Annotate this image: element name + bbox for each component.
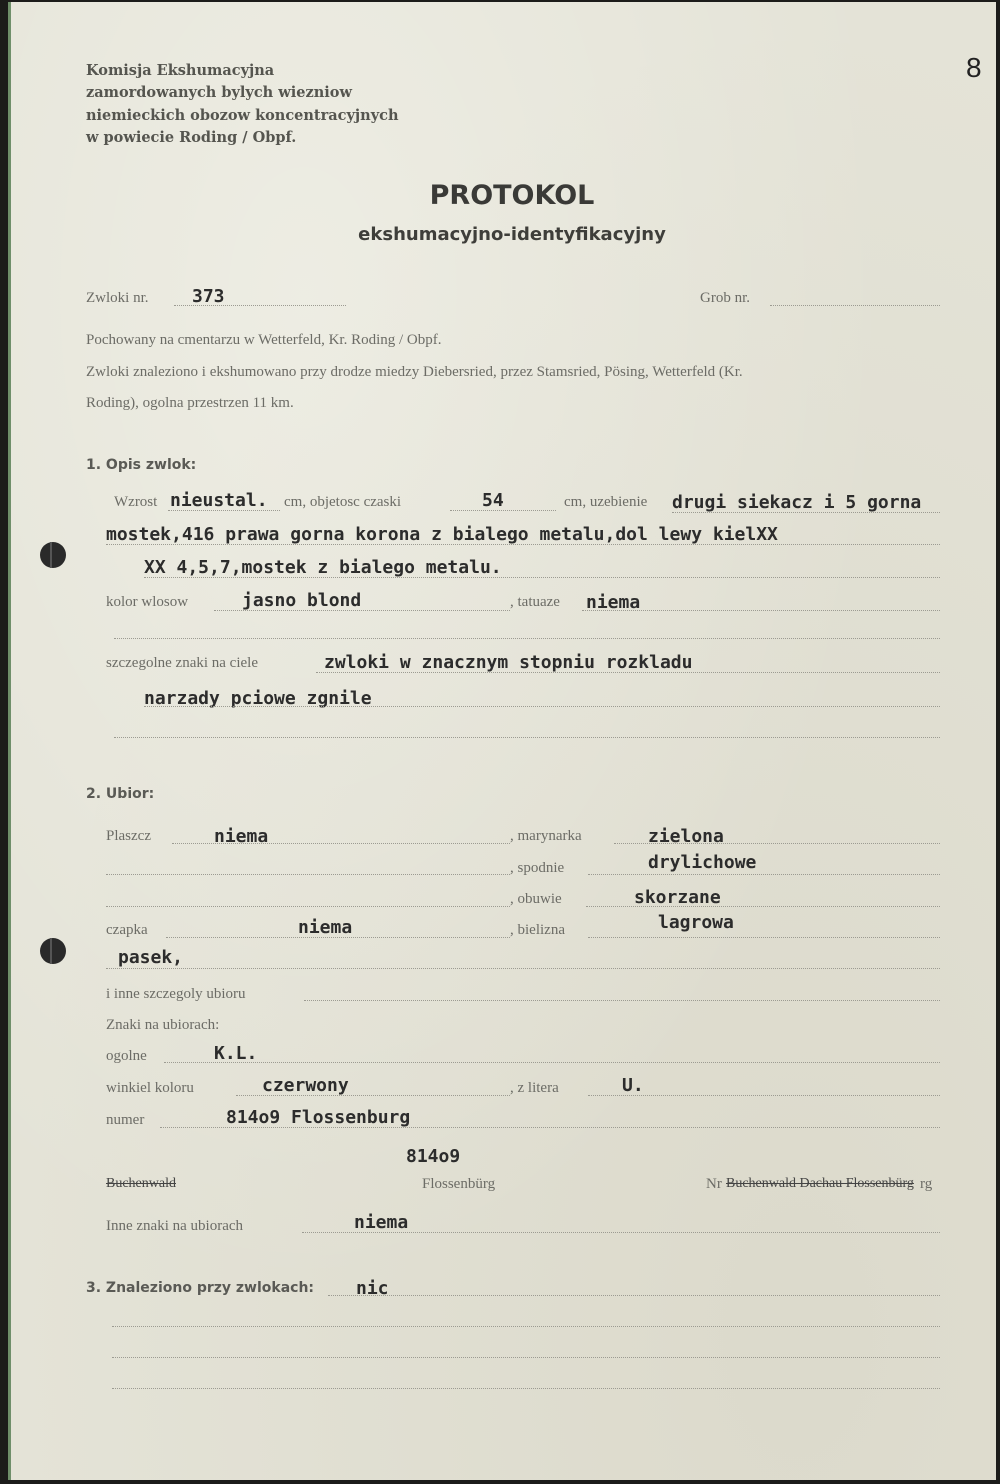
page-number: 8: [966, 52, 982, 83]
punch-hole-top: [40, 542, 66, 568]
czaska-value: 54: [482, 490, 504, 511]
section3-line: [328, 1295, 940, 1296]
document-subtitle: ekshumacyjno-identyfikacyjny: [358, 224, 666, 245]
tattoo-value: niema: [586, 592, 641, 613]
bielizna-label: , bielizna: [510, 922, 565, 938]
blank-line: [114, 638, 940, 639]
right-suffix: rg: [920, 1176, 933, 1192]
marks-value-1: zwloki w znacznym stopniu rozkladu: [324, 652, 693, 673]
hair-value: jasno blond: [242, 590, 362, 611]
blank-line: [112, 1388, 940, 1389]
teeth-line-3-rule: [144, 577, 940, 578]
czapka-label: czapka: [106, 922, 148, 938]
zwloki-value: 373: [192, 286, 225, 307]
ogolne-label: ogolne: [106, 1048, 147, 1064]
numer-center: 814o9: [406, 1146, 461, 1167]
cm-label-2: cm, uzebienie: [564, 494, 648, 510]
blank-line: [106, 906, 510, 907]
obuwie-label: , obuwie: [510, 891, 562, 907]
wzrost-value: nieustal.: [170, 490, 268, 511]
found-text-1: Zwloki znaleziono i ekshumowano przy drodze miedzy Diebersried, przez Stamsried, Pösing, Wetterfeld (Kr.: [86, 364, 743, 380]
teeth-line-3: XX 4,5,7,mostek z bialego metalu.: [144, 557, 502, 578]
zwloki-label: Zwloki nr.: [86, 290, 149, 306]
marks-value-2: narzady pciowe zgnile: [144, 688, 372, 709]
marks-label: szczegolne znaki na ciele: [106, 655, 258, 671]
left-struck-text: Buchenwald: [106, 1176, 176, 1191]
winkiel-value: czerwony: [262, 1075, 349, 1096]
blank-line: [112, 1326, 940, 1327]
teeth-line-2: mostek,416 prawa gorna korona z bialego metalu,dol lewy kielXX: [106, 524, 778, 545]
header-line: zamordowanych bylych wiezniow: [86, 84, 352, 101]
numer-value: 814o9 Flossenburg: [226, 1107, 411, 1128]
inne-label: i inne szczegoly ubioru: [106, 986, 246, 1002]
document-page: [8, 2, 996, 1480]
pasek-value: pasek,: [118, 947, 184, 968]
plaszcz-value: niema: [214, 826, 269, 847]
header-line: w powiecie Roding / Obpf.: [86, 129, 297, 146]
punch-hole-bottom: [40, 938, 66, 964]
right-struck-text: Buchenwald Dachau Flossenbürg: [726, 1176, 914, 1191]
marynarka-value: zielona: [648, 826, 724, 847]
blank-line: [114, 737, 940, 738]
ogolne-value: K.L.: [214, 1043, 258, 1064]
section2-heading: 2. Ubior:: [86, 786, 155, 802]
bielizna-value: lagrowa: [658, 912, 734, 933]
obuwie-value: skorzane: [634, 887, 721, 908]
blank-line: [106, 874, 510, 875]
inne-line: [304, 1000, 940, 1001]
section1-heading: 1. Opis zwlok:: [86, 457, 197, 473]
pasek-line: [106, 968, 940, 969]
found-text-2: Roding), ogolna przestrzen 11 km.: [86, 395, 294, 411]
bielizna-line: [588, 937, 940, 938]
marynarka-label: , marynarka: [510, 828, 582, 844]
right-prefix: Nr: [706, 1176, 722, 1192]
spodnie-line: [588, 874, 940, 875]
znaki-label: Znaki na ubiorach:: [106, 1017, 220, 1033]
wzrost-label: Wzrost: [114, 494, 158, 510]
grob-line: [770, 305, 940, 306]
hair-label: kolor wlosow: [106, 594, 189, 610]
header-line: niemieckich obozow koncentracyjnych: [86, 107, 399, 124]
spodnie-label: , spodnie: [510, 860, 565, 876]
plaszcz-label: Plaszcz: [106, 828, 151, 844]
inne-znaki-label: Inne znaki na ubiorach: [106, 1218, 244, 1234]
blank-line: [112, 1357, 940, 1358]
inne-znaki-value: niema: [354, 1212, 409, 1233]
winkiel-label: winkiel koloru: [106, 1080, 194, 1096]
teeth-line-1-rule: [672, 512, 940, 513]
marks-line-1: [316, 672, 940, 673]
litera-label: , z litera: [510, 1080, 559, 1096]
section3-value: nic: [356, 1278, 389, 1299]
spodnie-value: drylichowe: [648, 852, 757, 873]
teeth-line-1: drugi siekacz i 5 gorna: [672, 492, 922, 513]
section3-heading: 3. Znaleziono przy zwlokach:: [86, 1280, 315, 1296]
obuwie-line: [586, 906, 940, 907]
teeth-line-2-rule: [106, 544, 940, 545]
czapka-value: niema: [298, 917, 353, 938]
marks-line-2: [144, 706, 940, 707]
grob-label: Grob nr.: [700, 290, 750, 306]
flossenburg-label: Flossenbürg: [422, 1176, 496, 1192]
header-line: Komisja Ekshumacyjna: [86, 62, 275, 79]
ogolne-line: [164, 1062, 940, 1063]
litera-value: U.: [622, 1075, 644, 1096]
numer-label: numer: [106, 1112, 145, 1128]
burial-text: Pochowany na cmentarzu w Wetterfeld, Kr. Roding / Obpf.: [86, 332, 442, 348]
tattoo-label: , tatuaze: [510, 594, 560, 610]
document-title: PROTOKOL: [429, 180, 595, 211]
cm-label-1: cm, objetosc czaski: [284, 494, 402, 510]
